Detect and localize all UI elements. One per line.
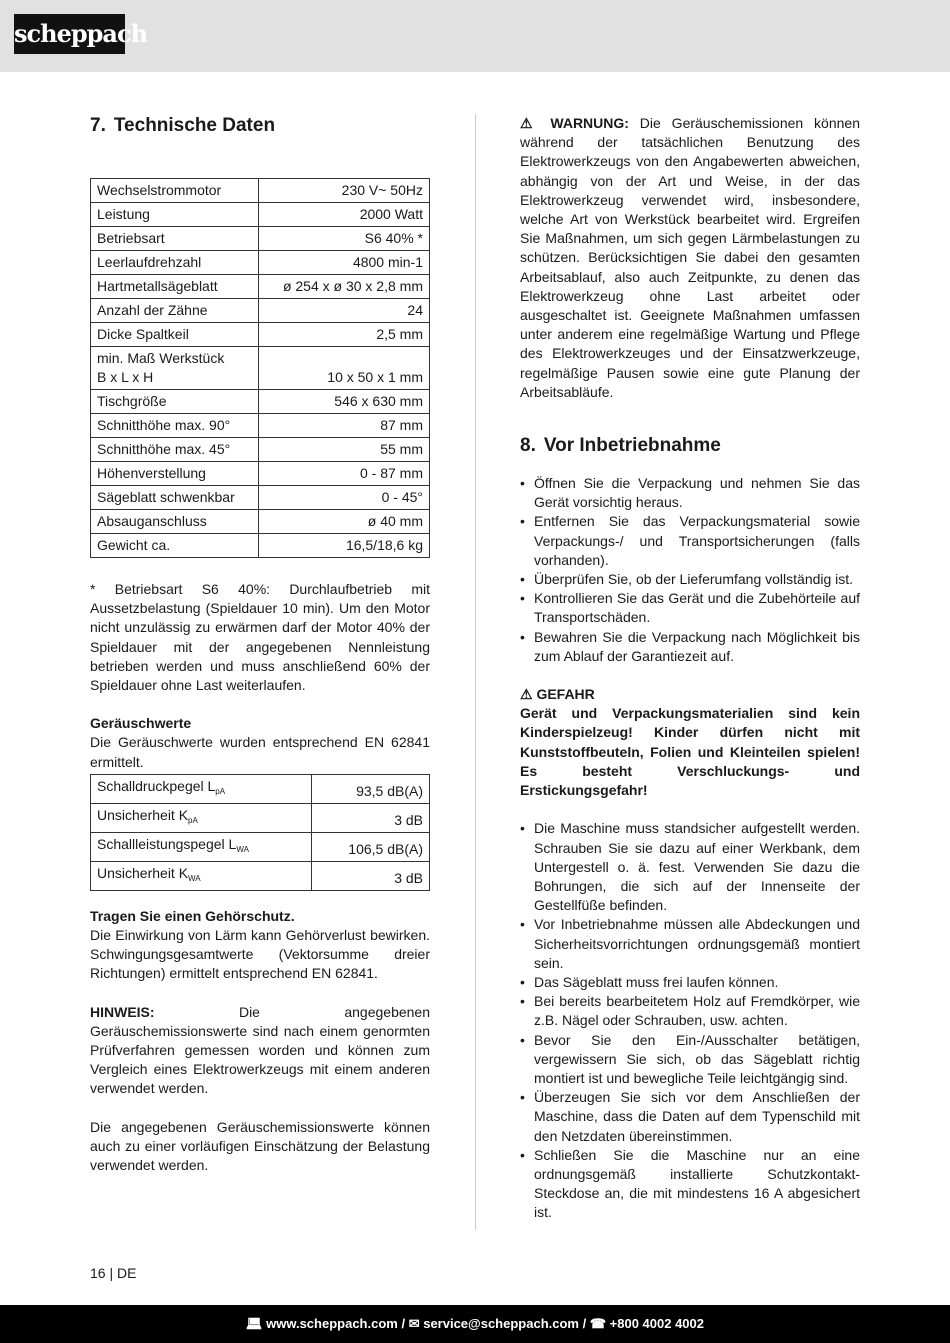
- list-item: • Die Maschine muss standsicher aufgestellt werden. Schrauben Sie sie dazu auf einer Werkbank, dem Untergestell o. ä. fest. Verwenden Sie dazu die Bohrungen, die sich auf der Innenseite der Gestellfüße befinden.: [520, 819, 860, 915]
- noise-table: [90, 774, 430, 891]
- spec-row: [91, 390, 430, 414]
- noise-row: [91, 832, 430, 861]
- section-8-title: 8. Vor Inbetriebnahme: [520, 435, 721, 457]
- spec-value: 4800 min-1: [259, 251, 430, 275]
- phone-icon: ☎: [589, 1316, 607, 1331]
- spec-row: [91, 179, 430, 203]
- spec-value: 10 x 50 x 1 mm: [259, 347, 430, 390]
- phone-number: +800 4002 4002: [609, 1316, 705, 1331]
- spec-value: 0 - 87 mm: [259, 462, 430, 486]
- spec-value: 230 V~ 50Hz: [259, 179, 430, 203]
- spec-value: 24: [259, 299, 430, 323]
- spec-label: Betriebsart: [91, 227, 259, 251]
- list-item: • Kontrollieren Sie das Gerät und die Zubehörteile auf Transportschäden.: [520, 589, 860, 627]
- email-link[interactable]: service@scheppach.com: [423, 1316, 579, 1331]
- spec-row: [91, 438, 430, 462]
- spec-label: Leerlaufdrehzahl: [91, 251, 259, 275]
- spec-row: [91, 251, 430, 275]
- list-item: • Entfernen Sie das Verpackungsmaterial sowie Verpackungs-/ und Transportsicherungen (falls vorhanden).: [520, 512, 860, 570]
- danger-label: ⚠ GEFAHR: [520, 686, 595, 703]
- spec-label: Wechselstrommotor: [91, 179, 259, 203]
- last-paragraph: Die angegebenen Geräuschemissionswerte können auch zu einer vorläufigen Einschätzung der Belastung verwendet werden.: [90, 1118, 430, 1174]
- spec-row: [91, 347, 430, 390]
- noise-label: Unsicherheit $K_{WA}$: [91, 861, 312, 890]
- danger-text: Gerät und Verpackungsmaterialien sind kein Kinderspielzeug! Kinder dürfen nicht mit Kunststoffbeuteln, Folien und Kleinteilen spielen! Es besteht Verschluckungs- und Erstickungsgefahr!: [520, 705, 860, 799]
- footer-bar: 💻︎ www.scheppach.com / ✉︎ service@scheppach.com / ☎ +800 4002 4002: [0, 1305, 950, 1343]
- noise-value: 3 dB: [312, 803, 430, 832]
- noise-value: 93,5 dB(A): [312, 774, 430, 803]
- spec-label: Schnitthöhe max. 45°: [91, 438, 259, 462]
- noise-heading: Geräuschwerte: [90, 715, 192, 732]
- noise-row: [91, 861, 430, 890]
- spec-row: [91, 227, 430, 251]
- spec-row: [91, 275, 430, 299]
- list-item: • Überprüfen Sie, ob der Lieferumfang vollständig ist.: [520, 570, 860, 589]
- noise-value: 106,5 dB(A): [312, 832, 430, 861]
- spec-label: Hartmetallsägeblatt: [91, 275, 259, 299]
- spec-label: Tischgröße: [91, 390, 259, 414]
- spec-row: [91, 299, 430, 323]
- spec-row: [91, 203, 430, 227]
- page-number: 16 | DE: [90, 1265, 137, 1281]
- spec-row: [91, 462, 430, 486]
- list-item: • Bewahren Sie die Verpackung nach Möglichkeit bis zum Ablauf der Garantiezeit auf.: [520, 628, 860, 666]
- spec-label: Leistung: [91, 203, 259, 227]
- spec-value: 2,5 mm: [259, 323, 430, 347]
- right-column: [520, 114, 860, 1223]
- spec-value: 16,5/18,6 kg: [259, 534, 430, 558]
- spec-row: [91, 323, 430, 347]
- spec-row: [91, 414, 430, 438]
- header-bar: [0, 0, 950, 72]
- spec-value: 87 mm: [259, 414, 430, 438]
- spec-label: Anzahl der Zähne: [91, 299, 259, 323]
- mail-icon: ✉︎: [408, 1316, 420, 1331]
- ear-heading: Tragen Sie einen Gehörschutz.: [90, 907, 295, 924]
- spec-row: [91, 486, 430, 510]
- spec-row: [91, 534, 430, 558]
- ear-text: Die Einwirkung von Lärm kann Gehörverlust bewirken. Schwingungsgesamtwerte (Vektorsumme dreier Richtungen) ermittelt entsprechend EN 62841.: [90, 927, 430, 982]
- noise-row: [91, 803, 430, 832]
- spec-label: Höhenverstellung: [91, 462, 259, 486]
- list-item: • Bei bereits bearbeitetem Holz auf Fremdkörper, wie z.B. Nägel oder Schrauben, usw. achten.: [520, 992, 860, 1030]
- noise-intro: Die Geräuschwerte wurden entsprechend EN 62841 ermittelt.: [90, 734, 430, 770]
- setup-list: [520, 819, 860, 1222]
- spec-label: Sägeblatt schwenkbar: [91, 486, 259, 510]
- website-link[interactable]: www.scheppach.com: [266, 1316, 398, 1331]
- spec-value: ø 40 mm: [259, 510, 430, 534]
- noise-value: 3 dB: [312, 861, 430, 890]
- list-item: • Das Sägeblatt muss frei laufen können.: [520, 973, 860, 992]
- hint-paragraph: HINWEIS: Die angegebenen Geräuschemissionswerte sind nach einem genormten Prüfverfahren gemessen worden und können zum Vergleich eines Elektrowerkzeugs mit einem anderen verwendet werden.: [90, 1003, 430, 1097]
- noise-label: Schallleistungspegel $L_{WA}$: [91, 832, 312, 861]
- list-item: • Schließen Sie die Maschine nur an eine ordnungsgemäß installierte Schutzkontakt-Steckdose an, die mit mindestens 16 A abgesichert ist.: [520, 1146, 860, 1223]
- noise-label: Schalldruckpegel $L_{pA}$: [91, 774, 312, 803]
- spec-value: 0 - 45°: [259, 486, 430, 510]
- column-divider: [475, 114, 476, 1230]
- list-item: • Vor Inbetriebnahme müssen alle Abdeckungen und Sicherheitsvorrichtungen ordnungsgemäß montiert sein.: [520, 915, 860, 973]
- spec-value: ø 254 x ø 30 x 2,8 mm: [259, 275, 430, 299]
- computer-icon: 💻︎: [245, 1316, 263, 1331]
- spec-value: 2000 Watt: [259, 203, 430, 227]
- spec-label: Gewicht ca.: [91, 534, 259, 558]
- spec-label: Schnitthöhe max. 90°: [91, 414, 259, 438]
- list-item: • Bevor Sie den Ein-/Ausschalter betätigen, vergewissern Sie sich, ob das Sägeblatt richtig montiert ist und bewegliche Teile leichtgängig sind.: [520, 1031, 860, 1089]
- spec-label: Absauganschluss: [91, 510, 259, 534]
- preparation-list: [520, 474, 860, 666]
- list-item: • Überzeugen Sie sich vor dem Anschließen der Maschine, dass die Daten auf dem Typenschild mit den Netzdaten übereinstimmen.: [520, 1088, 860, 1146]
- scheppach-logo: scheppach: [14, 14, 125, 54]
- spec-value: S6 40% *: [259, 227, 430, 251]
- left-column: [90, 114, 430, 1175]
- footnote: * Betriebsart S6 40%: Durchlaufbetrieb mit Aussetzbelastung (Spieldauer 10 min). Um den Motor nicht unzulässig zu erwärmen darf der Motor 40% der Spieldauer mit der angegebenen Nennleistung betrieben werden und muss anschließend 60% der Spieldauer ohne Last weiterlaufen.: [90, 581, 430, 694]
- specs-table: [90, 178, 430, 558]
- warning-paragraph: ⚠ WARNUNG: Die Geräuschemissionen können während der tatsächlichen Benutzung des Elektrowerkzeugs von den Angabewerten abweichen, abhängig von der Art und Weise, in der das Elektrowerkzeug verwendet wird, insbesondere, welche Art von Werkstück bearbeitet wird. Ergreifen Sie Maßnahmen, um sich gegen Lärmbelastungen zu schützen. Berücksichtigen Sie dabei den gesamten Arbeitsablauf, also auch Zeitpunkte, zu denen das Elektrowerkzeug ohne Last arbeitet oder ausgeschaltet ist. Geeignete Maßnahmen umfassen unter anderem eine regelmäßige Wartung und Pflege des Elektrowerkzeuges und der Einsatzwerkzeuge, regelmäßige Pausen sowie eine gute Planung der Arbeitsabläufe.: [520, 115, 860, 400]
- noise-row: [91, 774, 430, 803]
- spec-value: 55 mm: [259, 438, 430, 462]
- section-7-title: 7. Technische Daten: [90, 115, 276, 136]
- spec-label: Dicke Spaltkeil: [91, 323, 259, 347]
- list-item: • Öffnen Sie die Verpackung und nehmen Sie das Gerät vorsichtig heraus.: [520, 474, 860, 512]
- spec-row: [91, 510, 430, 534]
- spec-label: min. Maß Werkstück B x L x H: [91, 347, 259, 390]
- spec-value: 546 x 630 mm: [259, 390, 430, 414]
- noise-label: Unsicherheit $K_{pA}$: [91, 803, 312, 832]
